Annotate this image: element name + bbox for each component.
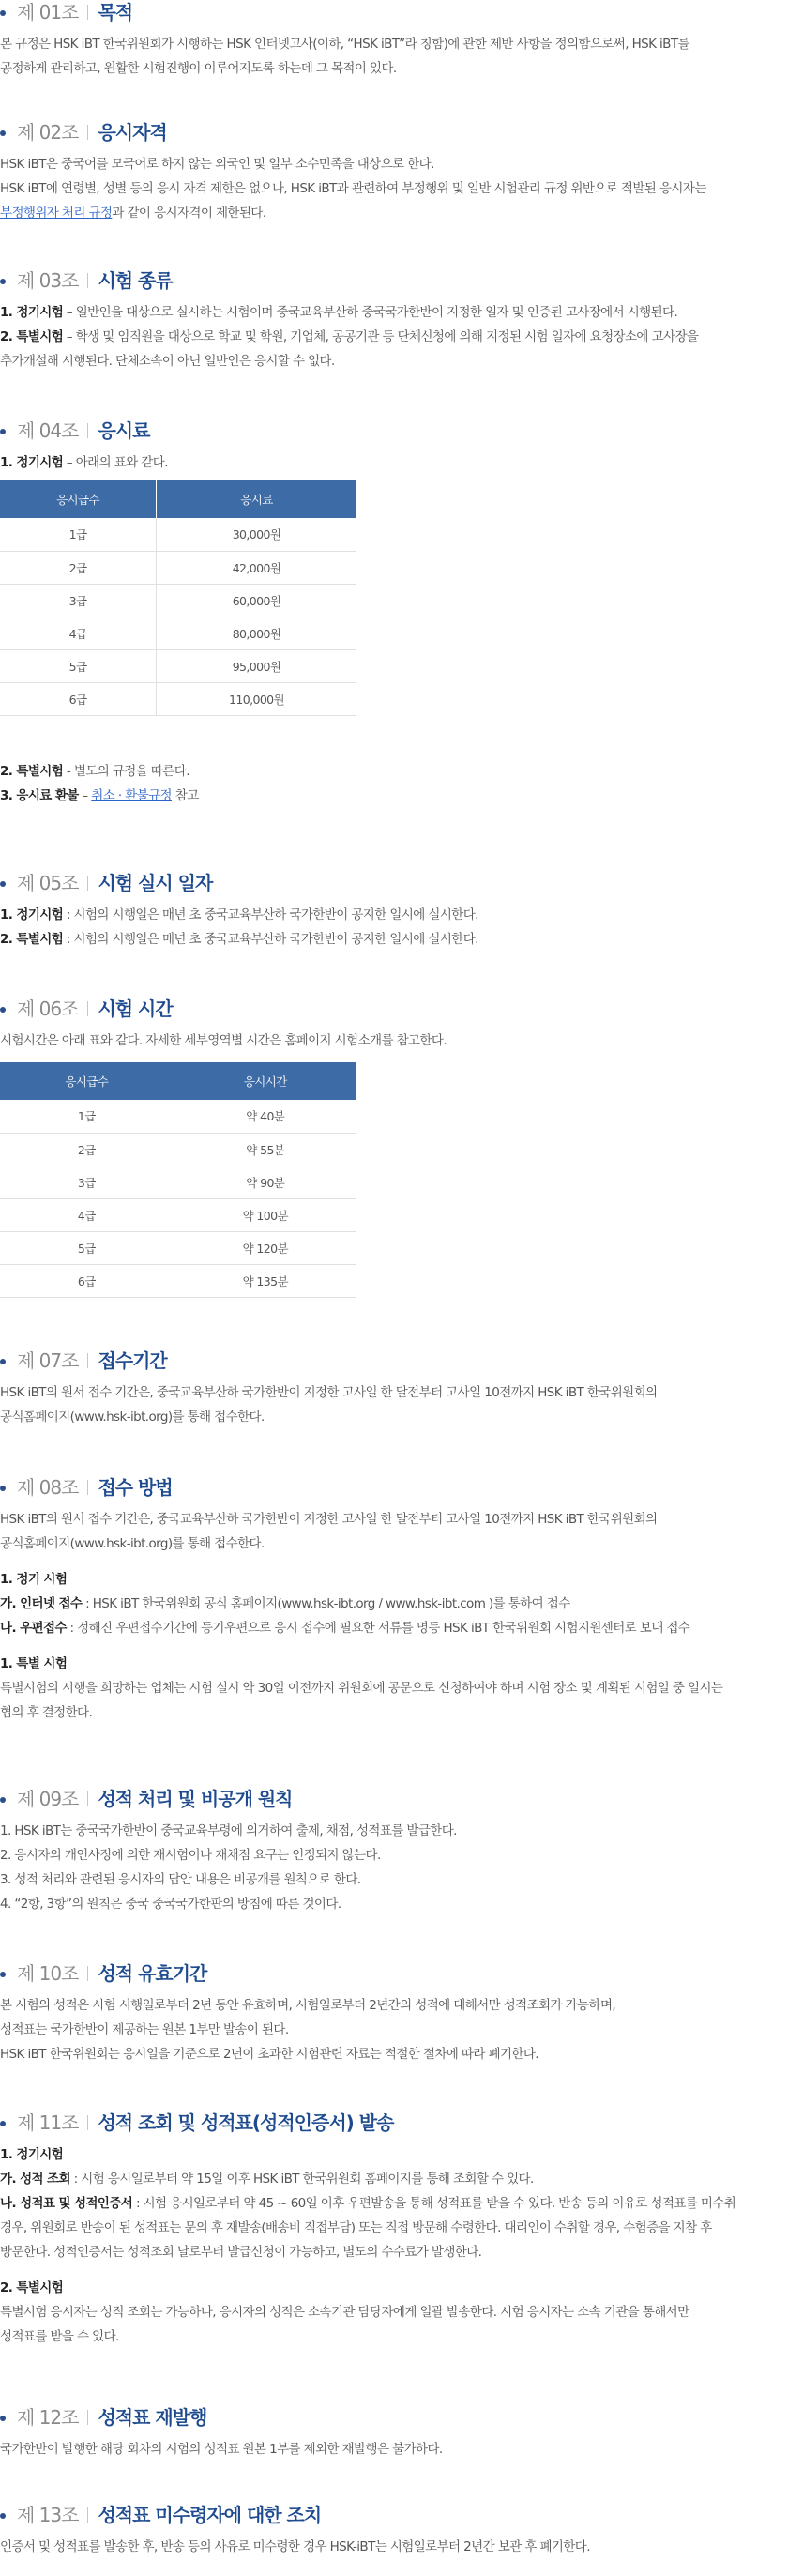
table-header: 응시급수 (0, 480, 157, 518)
article-number: 제 11조 (17, 2111, 79, 2134)
refund-rules-link[interactable]: 취소 · 환불규정 (91, 787, 173, 803)
article-item: 2. 특별시험 – 학생 및 임직원을 대상으로 학교 및 학원, 기업체, 공공기관 등 단체신청에 의해 지정된 시험 일자에 요청장소에 고사장을 (0, 329, 699, 344)
table-row: 5급 95,000원 (0, 649, 356, 682)
bullet-dot-icon (0, 1972, 6, 1977)
article-heading (0, 997, 788, 1021)
article-text: 공식홈페이지(www.hsk-ibt.org)를 통해 접수한다. (0, 1536, 265, 1551)
table-row: 6급 약 135분 (0, 1264, 356, 1297)
article-02 (0, 120, 788, 225)
article-heading (0, 419, 788, 443)
article-title: 성적 유효기간 (98, 1962, 207, 1985)
article-number: 제 09조 (17, 1788, 79, 1810)
article-number: 제 12조 (17, 2406, 79, 2429)
misconduct-rules-link[interactable]: 부정행위자 처리 규정 (0, 206, 113, 221)
article-text: HSK iBT에 연령별, 성별 등의 응시 자격 제한은 없으나, HSK iBT과 관련하여 부정행위 및 일반 시험관리 규정 위반으로 적발된 응시자는 (0, 181, 706, 196)
bullet-dot-icon (0, 1797, 6, 1803)
article-12 (0, 2405, 788, 2462)
article-title: 성적표 재발행 (98, 2406, 207, 2429)
article-heading (0, 268, 788, 293)
article-item: 3. 응시료 환불 – 취소 · 환불규정 참고 (0, 787, 199, 803)
article-text: 본 시험의 성적은 시험 시행일로부터 2년 동안 유효하며, 시험일로부터 2년간의 성적에 대해서만 성적조회가 가능하며, (0, 1998, 616, 2013)
article-03 (0, 268, 788, 373)
article-number: 제 13조 (17, 2504, 79, 2526)
article-number: 제 10조 (17, 1962, 79, 1985)
article-text: 추가개설해 시행된다. 단체소속이 아닌 일반인은 응시할 수 없다. (0, 354, 335, 369)
bullet-dot-icon (0, 279, 6, 284)
article-05 (0, 871, 788, 952)
bullet-dot-icon (0, 429, 6, 434)
article-item: 1. 정기시험 : 시험의 시행일은 매년 초 중국교육부산하 국가한반이 공지한 일시에 실시한다. (0, 907, 478, 922)
fee-table (0, 480, 356, 716)
table-row: 3급 약 90분 (0, 1166, 356, 1198)
article-heading (0, 1475, 788, 1500)
article-07 (0, 1349, 788, 1429)
article-13 (0, 2503, 788, 2559)
table-header: 응시시간 (174, 1062, 356, 1100)
time-table (0, 1062, 356, 1298)
article-item: 가. 인터넷 접수 : HSK iBT 한국위원회 공식 홈페이지(www.hsk-ibt.org / www.hsk-ibt.com )를 통하여 접수 (0, 1596, 570, 1611)
article-09 (0, 1787, 788, 1916)
article-title: 목적 (98, 1, 133, 23)
article-item: 2. 특별시험 : 시험의 시행일은 매년 초 중국교육부산하 국가한반이 공지한 일시에 실시한다. (0, 932, 478, 947)
sub-title: 1. 정기 시험 (0, 1572, 68, 1587)
article-title: 성적표 미수령자에 대한 조치 (98, 2504, 322, 2526)
article-text: 경우, 위원회로 반송이 된 성적표는 문의 후 재발송(배송비 직접부담) 또는 직접 방문해 수령한다. 대리인이 수취할 경우, 수험증을 지참 후 (0, 2220, 712, 2235)
article-10 (0, 1961, 788, 2066)
article-text: 공식홈페이지(www.hsk-ibt.org)를 통해 접수한다. (0, 1410, 265, 1425)
article-text: 국가한반이 발행한 해당 회차의 시험의 성적표 원본 1부를 제외한 재발행은 불가하다. (0, 2442, 443, 2457)
article-heading (0, 1961, 788, 1986)
article-title: 시험 종류 (98, 269, 173, 292)
article-text: 시험시간은 아래 표와 같다. 자세한 세부영역별 시간은 홈페이지 시험소개를 참고한다. (0, 1033, 447, 1048)
table-row: 6급 110,000원 (0, 682, 356, 715)
article-heading (0, 1787, 788, 1811)
article-text: 2. 응시자의 개인사정에 의한 재시험이나 재채점 요구는 인정되지 않는다. (0, 1848, 381, 1863)
article-text: 방문한다. 성적인증서는 성적조회 날로부터 발급신청이 가능하고, 별도의 수수료가 발생한다. (0, 2245, 482, 2260)
article-08 (0, 1475, 788, 1725)
article-text: 특별시험 응시자는 성적 조회는 가능하나, 응시자의 성적은 소속기관 담당자에게 일괄 발송한다. 시험 응시자는 소속 기관을 통해서만 (0, 2305, 690, 2320)
article-heading (0, 871, 788, 895)
article-text: HSK iBT의 원서 접수 기간은, 중국교육부산하 국가한반이 지정한 고사일 한 달전부터 고사일 10전까지 HSK iBT 한국위원회의 (0, 1385, 658, 1400)
article-title: 시험 시간 (98, 998, 173, 1020)
bullet-dot-icon (0, 2416, 6, 2421)
article-text: HSK iBT의 원서 접수 기간은, 중국교육부산하 국가한반이 지정한 고사일 한 달전부터 고사일 10전까지 HSK iBT 한국위원회의 (0, 1512, 658, 1527)
bullet-dot-icon (0, 2513, 6, 2519)
article-text: 특별시험의 시행을 희망하는 업체는 시험 실시 약 30일 이전까지 위원회에 공문으로 신청하여야 하며 시험 장소 및 계획된 시험일 중 일시는 (0, 1681, 723, 1696)
sub-title: 1. 특별 시험 (0, 1656, 68, 1671)
article-number: 제 04조 (17, 419, 79, 442)
table-header: 응시료 (157, 480, 356, 518)
article-text: 4. “2항, 3항”의 원칙은 중국 중국국가한판의 방침에 따른 것이다. (0, 1897, 341, 1912)
article-text: 부정행위자 처리 규정과 같이 응시자격이 제한된다. (0, 206, 266, 221)
article-number: 제 02조 (17, 121, 79, 144)
article-item: 나. 우편접수 : 정해진 우편접수기간에 등기우편으로 응시 접수에 필요한 서류를 명등 HSK iBT 한국위원회 시험지원센터로 보내 접수 (0, 1621, 690, 1636)
article-item: 나. 성적표 및 성적인증서 : 시험 응시일로부터 약 45 ~ 60일 이후 우편발송을 통해 성적표를 받을 수 있다. 반송 등의 이유로 성적표를 미수취 (0, 2196, 736, 2211)
article-title: 응시자격 (98, 121, 167, 144)
article-title: 접수 방법 (98, 1476, 173, 1499)
article-title: 접수기간 (98, 1349, 167, 1372)
bullet-dot-icon (0, 1007, 6, 1013)
article-text: HSK iBT은 중국어를 모국어로 하지 않는 외국인 및 일부 소수민족을 대상으로 한다. (0, 157, 434, 172)
table-row: 4급 80,000원 (0, 617, 356, 649)
article-text: 인증서 및 성적표를 발송한 후, 반송 등의 사유로 미수령한 경우 HSK-iBT는 시험일로부터 2년간 보관 후 폐기한다. (0, 2539, 590, 2554)
article-title: 응시료 (98, 419, 150, 442)
table-row: 1급 30,000원 (0, 518, 356, 551)
article-04 (0, 419, 788, 808)
article-number: 제 03조 (17, 269, 79, 292)
bullet-dot-icon (0, 10, 6, 16)
article-text: 성적표를 받을 수 있다. (0, 2329, 119, 2344)
bullet-dot-icon (0, 2121, 6, 2126)
article-number: 제 06조 (17, 998, 79, 1020)
article-heading (0, 2503, 788, 2527)
table-row: 2급 약 55분 (0, 1133, 356, 1166)
article-text: 3. 성적 처리와 관련된 응시자의 답안 내용은 비공개를 원칙으로 한다. (0, 1872, 361, 1887)
article-title: 성적 처리 및 비공개 원칙 (98, 1788, 293, 1810)
article-01 (0, 0, 788, 81)
article-heading (0, 2405, 788, 2430)
article-number: 제 01조 (17, 1, 79, 23)
article-text: 성적표는 국가한반이 제공하는 원본 1부만 발송이 된다. (0, 2022, 289, 2037)
article-heading (0, 0, 788, 24)
table-header: 응시급수 (0, 1062, 174, 1100)
sub-title: 2. 특별시험 (0, 2280, 64, 2295)
article-11 (0, 2111, 788, 2349)
table-row: 1급 약 40분 (0, 1100, 356, 1133)
article-heading (0, 120, 788, 145)
sub-title: 1. 정기시험 (0, 2147, 64, 2162)
article-item: 2. 특별시험 - 별도의 규정을 따른다. (0, 763, 189, 779)
article-text: 본 규정은 HSK iBT 한국위원회가 시행하는 HSK 인터넷고사(이하, “HSK iBT”라 칭함)에 관한 제반 사항을 정의함으로써, HSK iBT를 (0, 37, 690, 52)
article-text: HSK iBT 한국위원회는 응시일을 기준으로 2년이 초과한 시험관련 자료는 적절한 절차에 따라 폐기한다. (0, 2047, 538, 2062)
bullet-dot-icon (0, 130, 6, 136)
table-row: 5급 약 120분 (0, 1231, 356, 1264)
article-text: 1. HSK iBT는 중국국가한반이 중국교육부령에 의거하여 출제, 채점, 성적표를 발급한다. (0, 1823, 457, 1838)
bullet-dot-icon (0, 1486, 6, 1491)
table-row: 4급 약 100분 (0, 1198, 356, 1231)
article-06 (0, 997, 788, 1298)
article-number: 제 05조 (17, 872, 79, 894)
article-heading (0, 2111, 788, 2135)
article-title: 성적 조회 및 성적표(성적인증서) 발송 (98, 2111, 394, 2134)
bullet-dot-icon (0, 1359, 6, 1364)
bullet-dot-icon (0, 881, 6, 887)
article-item: 1. 정기시험 – 일반인을 대상으로 실시하는 시험이며 중국교육부산하 중국국가한반이 지정한 일자 및 인증된 고사장에서 시행된다. (0, 305, 678, 320)
article-item: 가. 성적 조회 : 시험 응시일로부터 약 15일 이후 HSK iBT 한국위원회 홈페이지를 통해 조회할 수 있다. (0, 2172, 534, 2187)
table-row: 3급 60,000원 (0, 584, 356, 617)
article-number: 제 08조 (17, 1476, 79, 1499)
article-text: 공정하게 관리하고, 원활한 시험진행이 이루어지도록 하는데 그 목적이 있다. (0, 61, 397, 76)
article-number: 제 07조 (17, 1349, 79, 1372)
article-text: 협의 후 결정한다. (0, 1705, 93, 1720)
article-heading (0, 1349, 788, 1373)
article-title: 시험 실시 일자 (98, 872, 213, 894)
article-item: 1. 정기시험 – 아래의 표와 같다. (0, 455, 168, 470)
table-row: 2급 42,000원 (0, 551, 356, 584)
